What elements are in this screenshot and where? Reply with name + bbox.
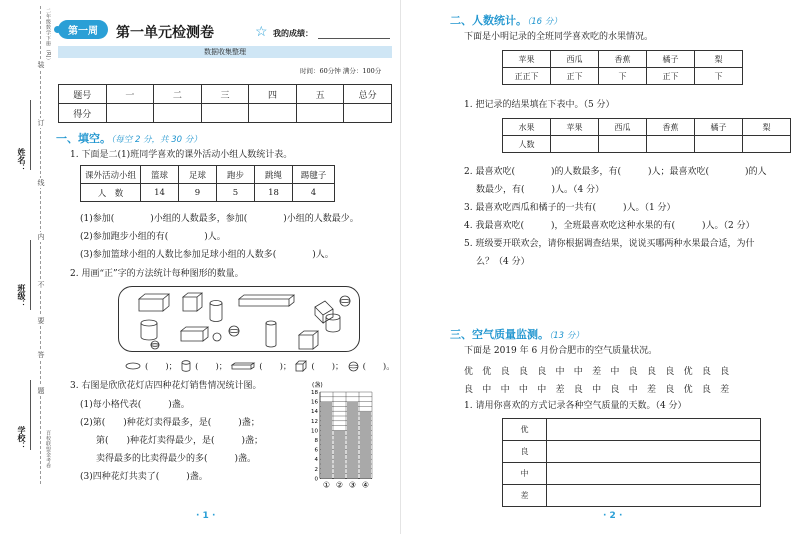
grade-side-text: 二年级数学下册（RJ） <box>45 8 51 64</box>
chart-y-tick: 14 <box>311 409 318 416</box>
brand-side-text: 百校联盟金考卷 <box>45 430 51 469</box>
shapes-box <box>118 286 360 352</box>
chart-bar <box>347 402 358 479</box>
fruit-fill-header: 水果 <box>503 119 551 136</box>
fruit-fill-header: 香蕉 <box>647 119 695 136</box>
air-quality-day: 良 <box>610 385 620 395</box>
air-quality-day: 良 <box>701 367 711 377</box>
chart-y-tick: 0 <box>314 476 318 483</box>
activity-cell: 人 数 <box>81 184 141 202</box>
chart-x-label: ④ <box>361 480 370 490</box>
air-quality-day: 中 <box>537 385 547 395</box>
school-field[interactable] <box>30 380 31 450</box>
air-quality-cell[interactable] <box>547 463 761 485</box>
name-field[interactable] <box>30 100 31 170</box>
fruit-fill-header: 梨 <box>743 119 791 136</box>
score-cell[interactable] <box>154 104 202 123</box>
class-field[interactable] <box>30 240 31 310</box>
question-1-3-part: (3)四种花灯共卖了( )盏。 <box>80 472 208 482</box>
score-cell[interactable] <box>249 104 297 123</box>
score-table-header: 题号 <box>59 85 107 104</box>
score-cell[interactable] <box>296 104 344 123</box>
school-label: 学校： <box>17 426 26 450</box>
air-quality-row-2 <box>464 382 738 395</box>
chart-y-tick: 4 <box>314 457 318 464</box>
air-quality-day: 优 <box>482 367 492 377</box>
cut-mark: 答 <box>37 351 45 359</box>
name-label: 姓名： <box>17 148 26 172</box>
fruit-fill-table <box>502 118 791 153</box>
binding-cut-line <box>40 6 41 484</box>
fruit-header: 香蕉 <box>599 51 647 68</box>
question-1-1-stem: 1. 下面是二(1)班同学喜欢的课外活动小组人数统计表。 <box>70 150 293 160</box>
chart-unit-label: (盏) <box>312 382 323 389</box>
score-table-header: 一 <box>106 85 154 104</box>
score-cell[interactable] <box>201 104 249 123</box>
air-quality-table-row <box>503 485 761 507</box>
chart-y-tick: 2 <box>314 466 318 473</box>
star-icon: ☆ <box>255 24 268 40</box>
air-quality-cell[interactable] <box>547 485 761 507</box>
cut-mark: 题 <box>37 387 45 395</box>
question-1-3-part: 第( )种花灯卖得最少，是( )盏； <box>96 436 264 446</box>
air-quality-label: 差 <box>503 485 547 507</box>
air-quality-day: 良 <box>665 367 675 377</box>
air-quality-day: 中 <box>573 367 583 377</box>
score-table-row <box>59 104 392 123</box>
time-info: 时间：60分钟 满分：100分 <box>300 67 382 75</box>
fruit-fill-cell[interactable] <box>647 136 695 153</box>
air-quality-day: 良 <box>720 367 730 377</box>
question-1-3-part: (1)每小格代表( )盏。 <box>80 400 190 410</box>
activity-header: 踢毽子 <box>293 166 335 184</box>
question-3-1: 1. 请用你喜欢的方式记录各种空气质量的天数。（4 分） <box>464 401 687 411</box>
cylinder-icon <box>181 360 191 372</box>
air-quality-day: 良 <box>537 367 547 377</box>
chart-y-tick: 10 <box>311 428 318 435</box>
chart-bar <box>334 430 345 478</box>
fruit-fill-row <box>503 136 791 153</box>
section3-intro: 下面是 2019 年 6 月份合肥市的空气质量状况。 <box>464 346 658 356</box>
question-1-1-part: (3)参加篮球小组的人数比参加足球小组的人数多( )人。 <box>80 250 334 260</box>
fruit-tally: 正下 <box>551 68 599 85</box>
air-quality-table-row <box>503 441 761 463</box>
activity-cell: 14 <box>141 184 179 202</box>
air-quality-label: 中 <box>503 463 547 485</box>
chart-bar <box>360 411 371 478</box>
fruit-tally: 下 <box>695 68 743 85</box>
fruit-fill-header: 苹果 <box>551 119 599 136</box>
question-1-3-stem: 3. 右图是欣欣花灯店四种花灯销售情况统计图。 <box>70 381 262 391</box>
chart-x-label: ② <box>335 480 344 490</box>
chart-y-tick: 12 <box>311 418 318 425</box>
activity-header: 跑步 <box>217 166 255 184</box>
fruit-fill-header: 西瓜 <box>599 119 647 136</box>
air-quality-day: 中 <box>610 367 620 377</box>
cut-mark: 线 <box>37 179 45 187</box>
score-table-header: 总分 <box>344 85 392 104</box>
activity-cell: 5 <box>217 184 255 202</box>
shape-count-blank[interactable]: ( )。 <box>362 362 395 372</box>
activity-cell: 4 <box>293 184 335 202</box>
fruit-header: 梨 <box>695 51 743 68</box>
air-quality-table <box>502 418 761 507</box>
air-quality-day: 中 <box>628 385 638 395</box>
section1-title-text: 一、填空。 <box>56 132 111 145</box>
fruit-tally: 正下 <box>647 68 695 85</box>
question-2-3: 3. 最喜欢吃西瓜和橘子的一共有( )人。（1 分） <box>464 203 676 213</box>
activity-cell: 9 <box>179 184 217 202</box>
shape-count-row <box>125 360 395 372</box>
cut-mark: 不 <box>37 281 45 289</box>
shape-count-blank[interactable]: ( )； <box>259 362 292 372</box>
chart-x-labels <box>323 480 369 489</box>
chart-y-tick: 6 <box>314 447 318 454</box>
chart-x-label: ① <box>322 480 331 490</box>
question-1-3-part: 卖得最多的比卖得最少的多( )盏。 <box>96 454 257 464</box>
page-number: · 1 · <box>196 511 216 521</box>
air-quality-day: 良 <box>701 385 711 395</box>
air-quality-day: 优 <box>683 367 693 377</box>
question-2-5: 5. 班级要开联欢会，请你根据调查结果，说说买哪两种水果最合适，为什 <box>464 239 755 249</box>
air-quality-day: 差 <box>720 385 730 395</box>
air-quality-day: 良 <box>665 385 675 395</box>
score-table-header: 二 <box>154 85 202 104</box>
air-quality-day: 优 <box>683 385 693 395</box>
section3-title <box>450 326 584 342</box>
section3-title-text: 三、空气质量监测。 <box>450 328 549 341</box>
fruit-fill-cell[interactable] <box>743 136 791 153</box>
air-quality-day: 中 <box>482 385 492 395</box>
my-score-label: 我的成绩： <box>273 29 313 38</box>
activity-header: 足球 <box>179 166 217 184</box>
section2-points: （16 分） <box>527 17 562 27</box>
air-quality-label: 优 <box>503 419 547 441</box>
binding-strip <box>0 0 52 534</box>
section1-points: （每空 2 分，共 30 分） <box>111 135 202 145</box>
cube-icon <box>295 360 307 372</box>
activity-header: 篮球 <box>141 166 179 184</box>
question-2-1: 1. 把记录的结果填在下表中。（5 分） <box>464 100 615 110</box>
air-quality-cell[interactable] <box>547 441 761 463</box>
activity-header: 课外活动小组 <box>81 166 141 184</box>
shape-count-blank[interactable]: ( )； <box>145 362 178 372</box>
topic-subtitle: 数据收集整理 <box>58 46 392 58</box>
score-table <box>58 84 392 123</box>
chart-bar <box>321 402 332 479</box>
section2-title <box>450 12 562 28</box>
sphere-icon <box>348 361 359 372</box>
page-number: · 2 · <box>603 511 623 521</box>
activity-table <box>80 165 335 202</box>
activity-table-header-row <box>81 166 335 184</box>
score-table-header: 五 <box>296 85 344 104</box>
air-quality-day: 中 <box>518 385 528 395</box>
chart-y-ticks <box>311 390 319 482</box>
air-quality-day: 差 <box>646 385 656 395</box>
cylinder-flat-icon <box>125 362 141 370</box>
section2-title-text: 二、人数统计。 <box>450 14 527 27</box>
cut-mark: 要 <box>37 317 45 325</box>
chart-y-tick: 8 <box>314 438 318 444</box>
fruit-fill-header-row <box>503 119 791 136</box>
activity-header: 跳绳 <box>255 166 293 184</box>
section2-intro: 下面是小明记录的全班同学喜欢吃的水果情况。 <box>464 32 654 42</box>
page-title: 第一单元检测卷 <box>116 25 214 41</box>
score-table-header-row <box>59 85 392 104</box>
question-2-4: 4. 我最喜欢吃( )，全班最喜欢吃这种水果的有( )人。（2 分） <box>464 221 755 231</box>
chart-y-tick: 18 <box>311 390 318 396</box>
cut-mark: 装 <box>37 61 45 69</box>
week-badge: 第一周 <box>58 20 108 39</box>
air-quality-day: 差 <box>592 367 602 377</box>
score-table-header: 三 <box>201 85 249 104</box>
question-2-5-cont: 么？（4 分） <box>476 257 530 267</box>
air-quality-row-1 <box>464 364 738 377</box>
fruit-fill-row-label: 人数 <box>503 136 551 153</box>
air-quality-table-row <box>503 463 761 485</box>
question-2-2-cont: 数最少，有( )人。（4 分） <box>476 185 605 195</box>
fruit-header: 橘子 <box>647 51 695 68</box>
fruit-record-header-row <box>503 51 743 68</box>
activity-table-row <box>81 184 335 202</box>
air-quality-day: 差 <box>555 385 565 395</box>
question-1-3-part: (2)第( )种花灯卖得最多，是( )盏； <box>80 418 260 428</box>
class-label: 班级： <box>17 284 26 308</box>
question-1-2-stem: 2. 用画“正”字的方法统计每种图形的数量。 <box>70 269 244 279</box>
question-1-1-part: (2)参加跑步小组的有( )人。 <box>80 232 226 242</box>
air-quality-day: 中 <box>500 385 510 395</box>
fruit-header: 苹果 <box>503 51 551 68</box>
fruit-fill-header: 橘子 <box>695 119 743 136</box>
shape-count-blank[interactable]: ( )； <box>311 362 344 372</box>
lantern-sales-chart <box>306 380 382 490</box>
my-score-field[interactable] <box>318 38 390 39</box>
air-quality-day: 良 <box>573 385 583 395</box>
question-2-2: 2. 最喜欢吃( )的人数最多，有( )人；最喜欢吃( )的人 <box>464 167 767 177</box>
cut-mark: 内 <box>37 233 45 241</box>
fruit-fill-cell[interactable] <box>599 136 647 153</box>
score-row-label: 得分 <box>59 104 107 123</box>
fruit-tally: 下 <box>599 68 647 85</box>
air-quality-day: 良 <box>464 385 474 395</box>
cut-mark: 订 <box>37 119 45 127</box>
air-quality-day: 良 <box>628 367 638 377</box>
air-quality-label: 良 <box>503 441 547 463</box>
air-quality-day: 良 <box>500 367 510 377</box>
score-cell[interactable] <box>344 104 392 123</box>
air-quality-cell[interactable] <box>547 419 761 441</box>
chart-x-label: ③ <box>348 480 357 490</box>
air-quality-day: 良 <box>518 367 528 377</box>
air-quality-day: 中 <box>592 385 602 395</box>
score-cell[interactable] <box>106 104 154 123</box>
shapes-illustration <box>119 287 361 353</box>
air-quality-table-row <box>503 419 761 441</box>
fruit-header: 西瓜 <box>551 51 599 68</box>
question-1-1-part: (1)参加( )小组的人数最多，参加( )小组的人数最少。 <box>80 214 359 224</box>
section1-title <box>56 130 202 146</box>
activity-cell: 18 <box>255 184 293 202</box>
fruit-fill-cell[interactable] <box>551 136 599 153</box>
air-quality-day: 优 <box>464 367 474 377</box>
air-quality-day: 良 <box>646 367 656 377</box>
air-quality-day: 中 <box>555 367 565 377</box>
fruit-record-table <box>502 50 743 85</box>
fruit-tally-row <box>503 68 743 85</box>
shape-count-blank[interactable]: ( )； <box>195 362 228 372</box>
score-table-header: 四 <box>249 85 297 104</box>
cuboid-icon <box>231 362 255 370</box>
fruit-tally: 正正下 <box>503 68 551 85</box>
section3-points: （13 分） <box>549 331 584 341</box>
fruit-fill-cell[interactable] <box>695 136 743 153</box>
chart-y-tick: 16 <box>311 399 318 406</box>
